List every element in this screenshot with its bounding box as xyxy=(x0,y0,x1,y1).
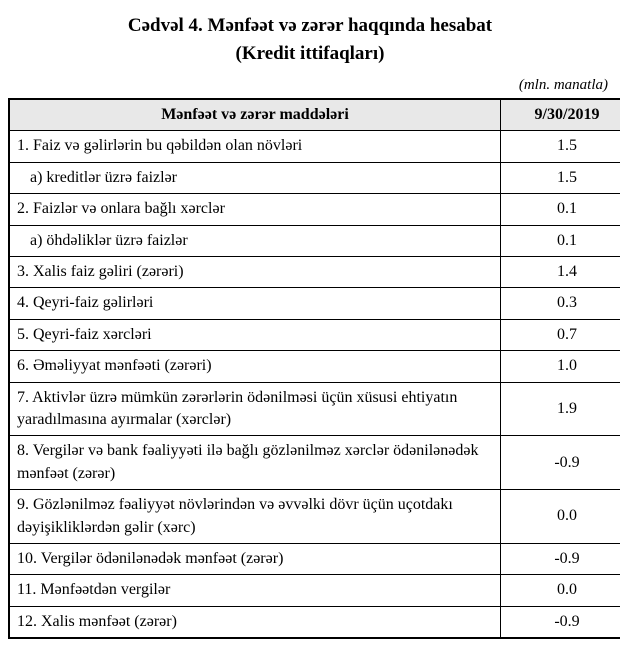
row-value: 0.0 xyxy=(501,490,620,544)
row-value: 1.9 xyxy=(501,382,620,436)
table-row xyxy=(9,543,620,574)
row-label: 6. Əməliyyat mənfəəti (zərəri) xyxy=(9,351,501,382)
row-label: 4. Qeyri-faiz gəlirləri xyxy=(9,288,501,319)
row-value: 1.4 xyxy=(501,257,620,288)
row-label: a) kreditlər üzrə faizlər xyxy=(9,162,501,193)
page-title-line1: Cədvəl 4. Mənfəət və zərər haqqında hesabat xyxy=(127,15,493,36)
row-label: 1. Faiz və gəlirlərin bu qəbildən olan növləri xyxy=(9,131,501,162)
table-row xyxy=(9,288,620,319)
table-row xyxy=(9,257,620,288)
row-value: 1.5 xyxy=(501,131,620,162)
row-value: -0.9 xyxy=(501,436,620,490)
row-label: a) öhdəliklər üzrə faizlər xyxy=(9,225,501,256)
row-label: 7. Aktivlər üzrə mümkün zərərlərin ödənilməsi üçün xüsusi ehtiyatın yaradılmasına ayırmalar (xərclər) xyxy=(9,382,501,436)
table-row xyxy=(9,606,620,638)
row-label: 8. Vergilər və bank fəaliyyəti ilə bağlı gözlənilməz xərclər ödənilənədək mənfəət (zərər) xyxy=(9,436,501,490)
row-value: 1.5 xyxy=(501,162,620,193)
page-title-line2: (Kredit ittifaqları) xyxy=(235,42,385,64)
table-row xyxy=(9,319,620,350)
table-header-row xyxy=(9,99,620,131)
header-items-label: Mənfəət və zərər maddələri xyxy=(9,99,501,131)
row-label: 12. Xalis mənfəət (zərər) xyxy=(9,606,501,638)
row-value: 0.1 xyxy=(501,225,620,256)
row-label: 9. Gözlənilməz fəaliyyət növlərindən və əvvəlki dövr üçün uçotdakı dəyişikliklərdən gəlir (xərc) xyxy=(9,490,501,544)
table-row xyxy=(9,131,620,162)
profit-loss-table xyxy=(8,98,620,639)
row-value: -0.9 xyxy=(501,543,620,574)
row-value: 0.3 xyxy=(501,288,620,319)
table-body xyxy=(9,131,620,638)
table-row xyxy=(9,575,620,606)
table-row xyxy=(9,436,620,490)
table-row xyxy=(9,225,620,256)
unit-note: (mln. manatla) xyxy=(518,77,608,94)
header-date-label: 9/30/2019 xyxy=(501,99,620,131)
row-label: 2. Faizlər və onlara bağlı xərclər xyxy=(9,194,501,225)
row-value: -0.9 xyxy=(501,606,620,638)
row-value: 0.1 xyxy=(501,194,620,225)
row-label: 5. Qeyri-faiz xərcləri xyxy=(9,319,501,350)
row-label: 10. Vergilər ödənilənədək mənfəət (zərər) xyxy=(9,543,501,574)
table-row xyxy=(9,194,620,225)
table-row xyxy=(9,351,620,382)
table-row xyxy=(9,162,620,193)
page-title xyxy=(8,12,612,67)
row-value: 0.7 xyxy=(501,319,620,350)
row-label: 11. Mənfəətdən vergilər xyxy=(9,575,501,606)
row-value: 1.0 xyxy=(501,351,620,382)
row-value: 0.0 xyxy=(501,575,620,606)
table-row xyxy=(9,382,620,436)
table-row xyxy=(9,490,620,544)
row-label: 3. Xalis faiz gəliri (zərəri) xyxy=(9,257,501,288)
